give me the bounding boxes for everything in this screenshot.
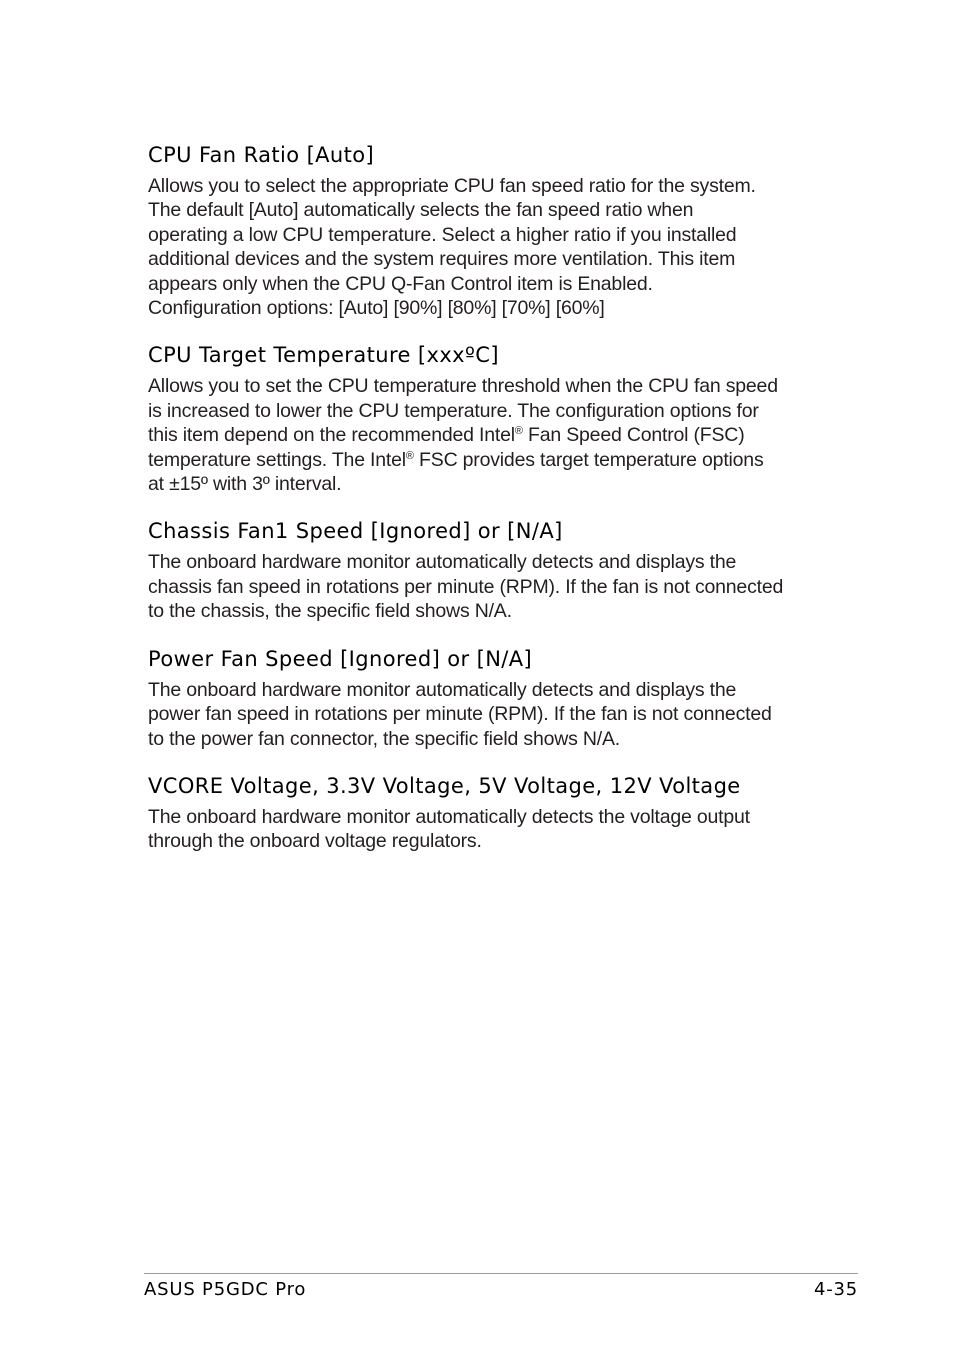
body-line: The onboard hardware monitor automatically detects and displays the [148,678,737,701]
body-line: The default [Auto] automatically selects the fan speed ratio when [148,199,694,222]
registered-mark: ® [405,449,414,462]
section-body [148,174,828,320]
body-line [148,448,828,472]
body-text: Fan Speed Control (FSC) [522,424,745,447]
body-line: The onboard hardware monitor automatically detects the voltage output [148,805,750,828]
body-line: to the power fan connector, the specific field shows N/A. [148,727,621,750]
body-line: Allows you to select the appropriate CPU fan speed ratio for the system. [148,175,756,197]
body-line: operating a low CPU temperature. Select a higher ratio if you installed [148,223,737,246]
section-power-fan-speed [148,644,828,751]
footer-page-number: 4-35 [813,1279,858,1300]
section-body [148,374,828,496]
body-line: power fan speed in rotations per minute (RPM). If the fan is not connected [148,703,772,726]
body-line: Configuration options: [Auto] [90%] [80%] [70%] [60%] [148,297,605,320]
body-line: chassis fan speed in rotations per minute (RPM). If the fan is not connected [148,575,784,598]
section-cpu-target-temperature [148,340,828,496]
body-line: appears only when the CPU Q-Fan Control item is Enabled. [148,272,653,295]
body-line: to the chassis, the specific field shows N/A. [148,600,512,623]
body-line: through the onboard voltage regulators. [148,830,482,853]
page-content [148,140,828,854]
body-line: The onboard hardware monitor automatically detects and displays the [148,551,737,574]
section-body [148,805,828,854]
body-text: FSC provides target temperature options [413,448,764,471]
body-line: is increased to lower the CPU temperature. The configuration options for [148,399,759,422]
body-text: temperature settings. The Intel [148,448,406,471]
section-heading: Power Fan Speed [Ignored] or [N/A] [148,646,533,671]
registered-mark: ® [514,425,523,438]
body-line: Allows you to set the CPU temperature threshold when the CPU fan speed [148,375,778,398]
footer-product-name: ASUS P5GDC Pro [144,1279,307,1300]
section-body [148,678,828,751]
section-body [148,550,828,623]
body-text: this item depend on the recommended Intel [148,424,515,447]
footer-divider [144,1273,858,1274]
section-heading: CPU Fan Ratio [Auto] [148,143,375,167]
body-line: additional devices and the system requires more ventilation. This item [148,248,736,271]
section-heading: CPU Target Temperature [xxxºC] [148,343,499,368]
section-chassis-fan1-speed [148,516,828,623]
section-voltage [148,771,828,854]
section-heading: VCORE Voltage, 3.3V Voltage, 5V Voltage, 12V Voltage [148,773,741,798]
section-heading: Chassis Fan1 Speed [Ignored] or [N/A] [148,519,563,544]
section-cpu-fan-ratio [148,140,828,320]
body-line [148,423,828,447]
body-line: at ±15º with 3º interval. [148,473,342,496]
